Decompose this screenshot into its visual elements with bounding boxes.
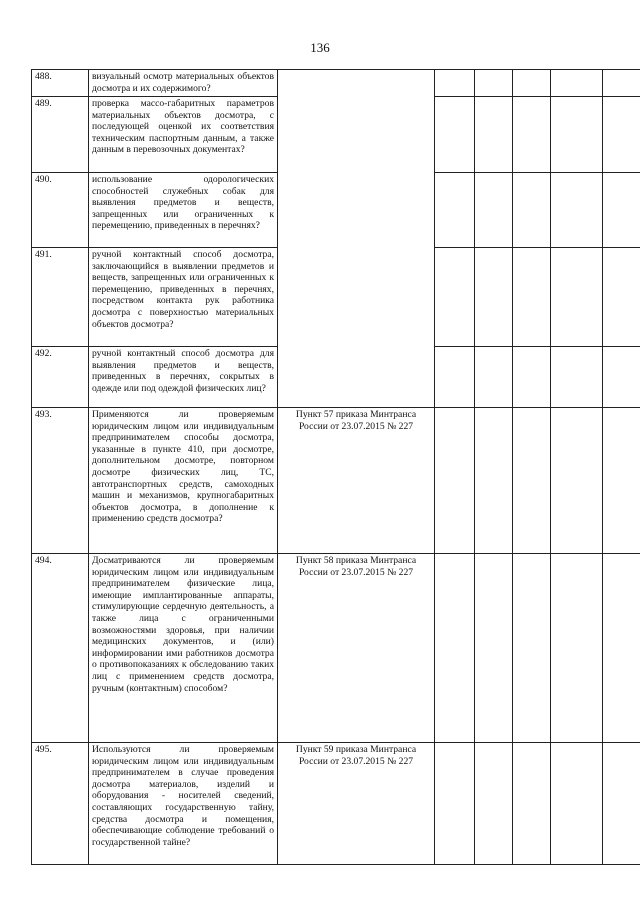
answer-cell (475, 248, 513, 347)
answer-cell (435, 743, 475, 865)
answer-cell (513, 347, 551, 408)
answer-cell (551, 347, 603, 408)
answer-cell (435, 347, 475, 408)
answer-cell (513, 408, 551, 554)
answer-cell (603, 173, 640, 248)
requirement-text: Досматриваются ли проверяемым юридическим лицом или индивидуальным предпринимателем физические лица, имеющие имплантированные аппараты, стимулирующие сердечную деятельность, а также лица с ограниченными возможностями здоровья, при наличии медицинских документов, и (или) информировании ими работников досмотра о противопоказаниях к обследованию таких лиц с применением средств досмотра, ручным (контактным) способом? (89, 554, 278, 743)
legal-reference: Пункт 58 приказа Минтранса России от 23.07.2015 № 227 (278, 554, 435, 743)
answer-cell (603, 408, 640, 554)
row-number: 488. (32, 70, 89, 97)
row-number: 495. (32, 743, 89, 865)
answer-cell (475, 173, 513, 248)
answer-cell (475, 347, 513, 408)
page-number: 136 (310, 40, 330, 55)
requirement-text: ручной контактный способ досмотра для выявления предметов и веществ, приведенных в перечнях, сокрытых в одежде или под одеждой физических лиц? (89, 347, 278, 408)
answer-cell (513, 97, 551, 173)
legal-reference (278, 70, 435, 408)
answer-cell (475, 408, 513, 554)
answer-cell (551, 743, 603, 865)
answer-cell (513, 70, 551, 97)
answer-cell (513, 554, 551, 743)
legal-reference: Пункт 57 приказа Минтранса России от 23.07.2015 № 227 (278, 408, 435, 554)
requirement-text: Используются ли проверяемым юридическим лицом или индивидуальным предпринимателем в случае проведения досмотра материалов, изделий и оборудования - носителей сведений, составляющих государственную тайну, средства досмотра и помещения, обеспечивающие соблюдение требований о государственной тайне? (89, 743, 278, 865)
table-row (32, 743, 640, 865)
answer-cell (435, 70, 475, 97)
answer-cell (475, 97, 513, 173)
requirement-text: Применяются ли проверяемым юридическим лицом или индивидуальным предпринимателем способы досмотра, указанные в пункте 410, при досмотре, дополнительном досмотре, повторном досмотре физических лиц, ТС, автотранспортных средств, самоходных машин и механизмов, крупногабаритных объектов досмотра, в дополнение к применению средств досмотра? (89, 408, 278, 554)
answer-cell (551, 248, 603, 347)
answer-cell (475, 743, 513, 865)
row-number: 490. (32, 173, 89, 248)
requirement-text: проверка массо-габаритных параметров материальных объектов досмотра, с последующей оценкой их соответствия техническим паспортным данным, а также данным в перевозочных документах? (89, 97, 278, 173)
answer-cell (435, 248, 475, 347)
requirement-text: ручной контактный способ досмотра, заключающийся в выявлении предметов и веществ, запрещенных или ограниченных к перемещению, приведенных в перечнях, посредством контакта рук работника досмотра с поверхностью материальных объектов досмотра? (89, 248, 278, 347)
answer-cell (435, 173, 475, 248)
answer-cell (551, 173, 603, 248)
answer-cell (551, 70, 603, 97)
row-number: 494. (32, 554, 89, 743)
checklist-table (31, 69, 640, 865)
answer-cell (603, 97, 640, 173)
table-row (32, 554, 640, 743)
answer-cell (551, 408, 603, 554)
answer-cell (435, 408, 475, 554)
answer-cell (603, 248, 640, 347)
answer-cell (513, 173, 551, 248)
row-number: 493. (32, 408, 89, 554)
row-number: 492. (32, 347, 89, 408)
answer-cell (513, 743, 551, 865)
table-row (32, 70, 640, 97)
requirement-text: использование одорологических способностей служебных собак для выявления предметов и веществ, запрещенных или ограниченных к перемещению, приведенных в перечнях? (89, 173, 278, 248)
answer-cell (603, 743, 640, 865)
row-number: 491. (32, 248, 89, 347)
answer-cell (603, 70, 640, 97)
answer-cell (475, 554, 513, 743)
answer-cell (603, 554, 640, 743)
table-row (32, 408, 640, 554)
answer-cell (475, 70, 513, 97)
legal-reference: Пункт 59 приказа Минтранса России от 23.07.2015 № 227 (278, 743, 435, 865)
answer-cell (551, 554, 603, 743)
requirement-text: визуальный осмотр материальных объектов досмотра и их содержимого? (89, 70, 278, 97)
answer-cell (603, 347, 640, 408)
answer-cell (513, 248, 551, 347)
answer-cell (435, 97, 475, 173)
answer-cell (551, 97, 603, 173)
row-number: 489. (32, 97, 89, 173)
answer-cell (435, 554, 475, 743)
